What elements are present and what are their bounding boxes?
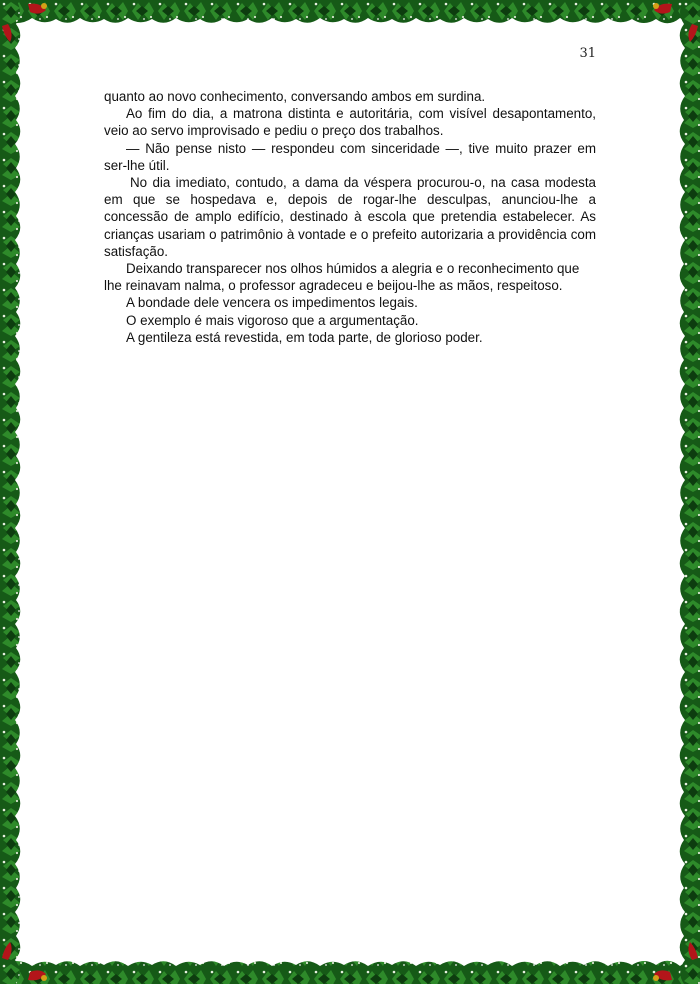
paragraph: A bondade dele vencera os impedimentos legais. [126, 295, 418, 311]
paragraph: No dia imediato, contudo, a dama da véspera procurou-o, na casa modesta em que se hospedava e, depois de rogar-lhe desculpas, anunciou-lhe a concessão de amplo edifício, destinado à escola que pretendia estabelecer. As crianças usariam o patrimônio à vontade e o prefeito autorizaria a providência com satisfação. [104, 175, 596, 259]
paragraph: quanto ao novo conhecimento, conversando ambos em surdina. [104, 89, 486, 104]
paragraph: — Não pense nisto — respondeu com sinceridade —, tive muito prazer em ser-lhe útil. [104, 140, 596, 173]
document-page [104, 0, 596, 984]
page-number: 31 [579, 46, 596, 61]
body-text [104, 88, 596, 346]
paragraph: Deixando transparecer nos olhos húmidos a alegria e o reconhecimento que lhe reinavam nalma, o professor agradeceu e beijou-lhe as mãos, respeitoso. [104, 261, 580, 294]
paragraph: Ao fim do dia, a matrona distinta e autoritária, com visível desapontamento, veio ao servo improvisado e pediu o preço dos trabalhos. [104, 106, 596, 139]
paragraph: A gentileza está revestida, em toda parte, de glorioso poder. [126, 329, 483, 345]
paragraph: O exemplo é mais vigoroso que a argumentação. [126, 312, 419, 328]
